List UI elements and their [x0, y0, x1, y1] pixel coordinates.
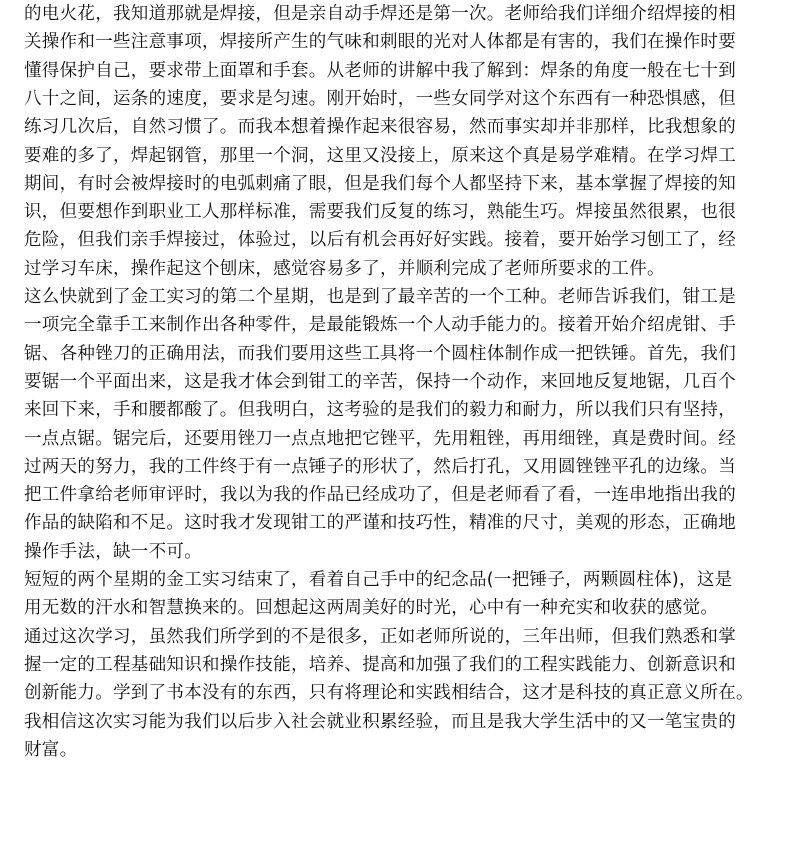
text-line: 财富。 [24, 739, 78, 760]
text-line: 操作手法，缺一不可。 [24, 541, 202, 562]
text-line: 识，但要想作到职业工人那样标准，需要我们反复的练习，熟能生巧。焊接虽然很累，也很 [24, 202, 736, 223]
text-line: 把工件拿给老师审评时，我以为我的作品已经成功了，但是老师看了看，一连串地指出我的 [24, 485, 736, 506]
text-line: 作品的缺陷和不足。这时我才发现钳工的严谨和技巧性，精准的尺寸，美观的形态，正确地 [24, 513, 736, 534]
text-line: 八十之间，运条的速度，要求是匀速。刚开始时，一些女同学对这个东西有一种恐惧感，但 [24, 88, 736, 109]
text-line: 握一定的工程基础知识和操作技能，培养、提高和加强了我们的工程实践能力、创新意识和 [24, 654, 736, 675]
text-line: 一点点锯。锯完后，还要用锉刀一点点地把它锉平，先用粗锉，再用细锉，真是费时间。经 [24, 428, 736, 449]
text-line: 一项完全靠手工来制作出各种零件，是最能锻炼一个人动手能力的。接着开始介绍虎钳、手 [24, 315, 736, 336]
text-line: 锯、各种锉刀的正确用法，而我们要用这些工具将一个圆柱体制作成一把铁锤。首先，我们 [24, 343, 736, 364]
text-line: 懂得保护自己，要求带上面罩和手套。从老师的讲解中我了解到：焊条的角度一般在七十到 [24, 60, 736, 81]
text-line: 过学习车床，操作起这个刨床，感觉容易多了，并顺利完成了老师所要求的工件。 [24, 258, 665, 279]
text-line: 创新能力。学到了书本没有的东西，只有将理论和实践相结合，这才是科技的真正意义所在。 [24, 683, 754, 704]
text-line: 短短的两个星期的金工实习结束了，看着自己手中的纪念品(一把锤子，两颗圆柱体)，这是 [24, 570, 733, 590]
text-line: 期间，有时会被焊接时的电弧刺痛了眼，但是我们每个人都坚持下来，基本掌握了焊接的知 [24, 173, 736, 194]
text-line: 我相信这次实习能为我们以后步入社会就业积累经验，而且是我大学生活中的又一笔宝贵的 [24, 711, 736, 732]
text-line: 要锯一个平面出来，这是我才体会到钳工的辛苦，保持一个动作，来回地反复地锯，几百个 [24, 371, 736, 392]
text-line: 来回下来，手和腰都酸了。但我明白，这考验的是我们的毅力和耐力，所以我们只有坚持， [24, 400, 736, 421]
text-line: 要难的多了，焊起钢管，那里一个洞，这里又没接上，原来这个真是易学难精。在学习焊工 [24, 145, 736, 166]
text-line: 的电火花，我知道那就是焊接，但是亲自动手焊还是第一次。老师给我们详细介绍焊接的相 [24, 4, 736, 24]
text-line: 这么快就到了金工实习的第二个星期，也是到了最辛苦的一个工种。老师告诉我们，钳工是 [24, 287, 736, 307]
text-line: 用无数的汗水和智慧换来的。回想起这两周美好的时光，心中有一种充实和收获的感觉。 [24, 598, 719, 619]
text-line: 通过这次学习，虽然我们所学到的不是很多，正如老师所说的，三年出师，但我们熟悉和掌 [24, 626, 736, 647]
text-line: 练习几次后，自然习惯了。而我本想着操作起来很容易，然而事实却并非那样，比我想象的 [24, 117, 736, 138]
text-line: 关操作和一些注意事项，焊接所产生的气味和刺眼的光对人体都是有害的，我们在操作时要 [24, 32, 736, 53]
text-line: 过两天的努力，我的工件终于有一点锤子的形状了，然后打孔，又用圆锉锉平孔的边缘。当 [24, 456, 736, 477]
text-line: 危险，但我们亲手焊接过，体验过，以后有机会再好好实践。接着，要开始学习刨工了，经 [24, 230, 736, 251]
